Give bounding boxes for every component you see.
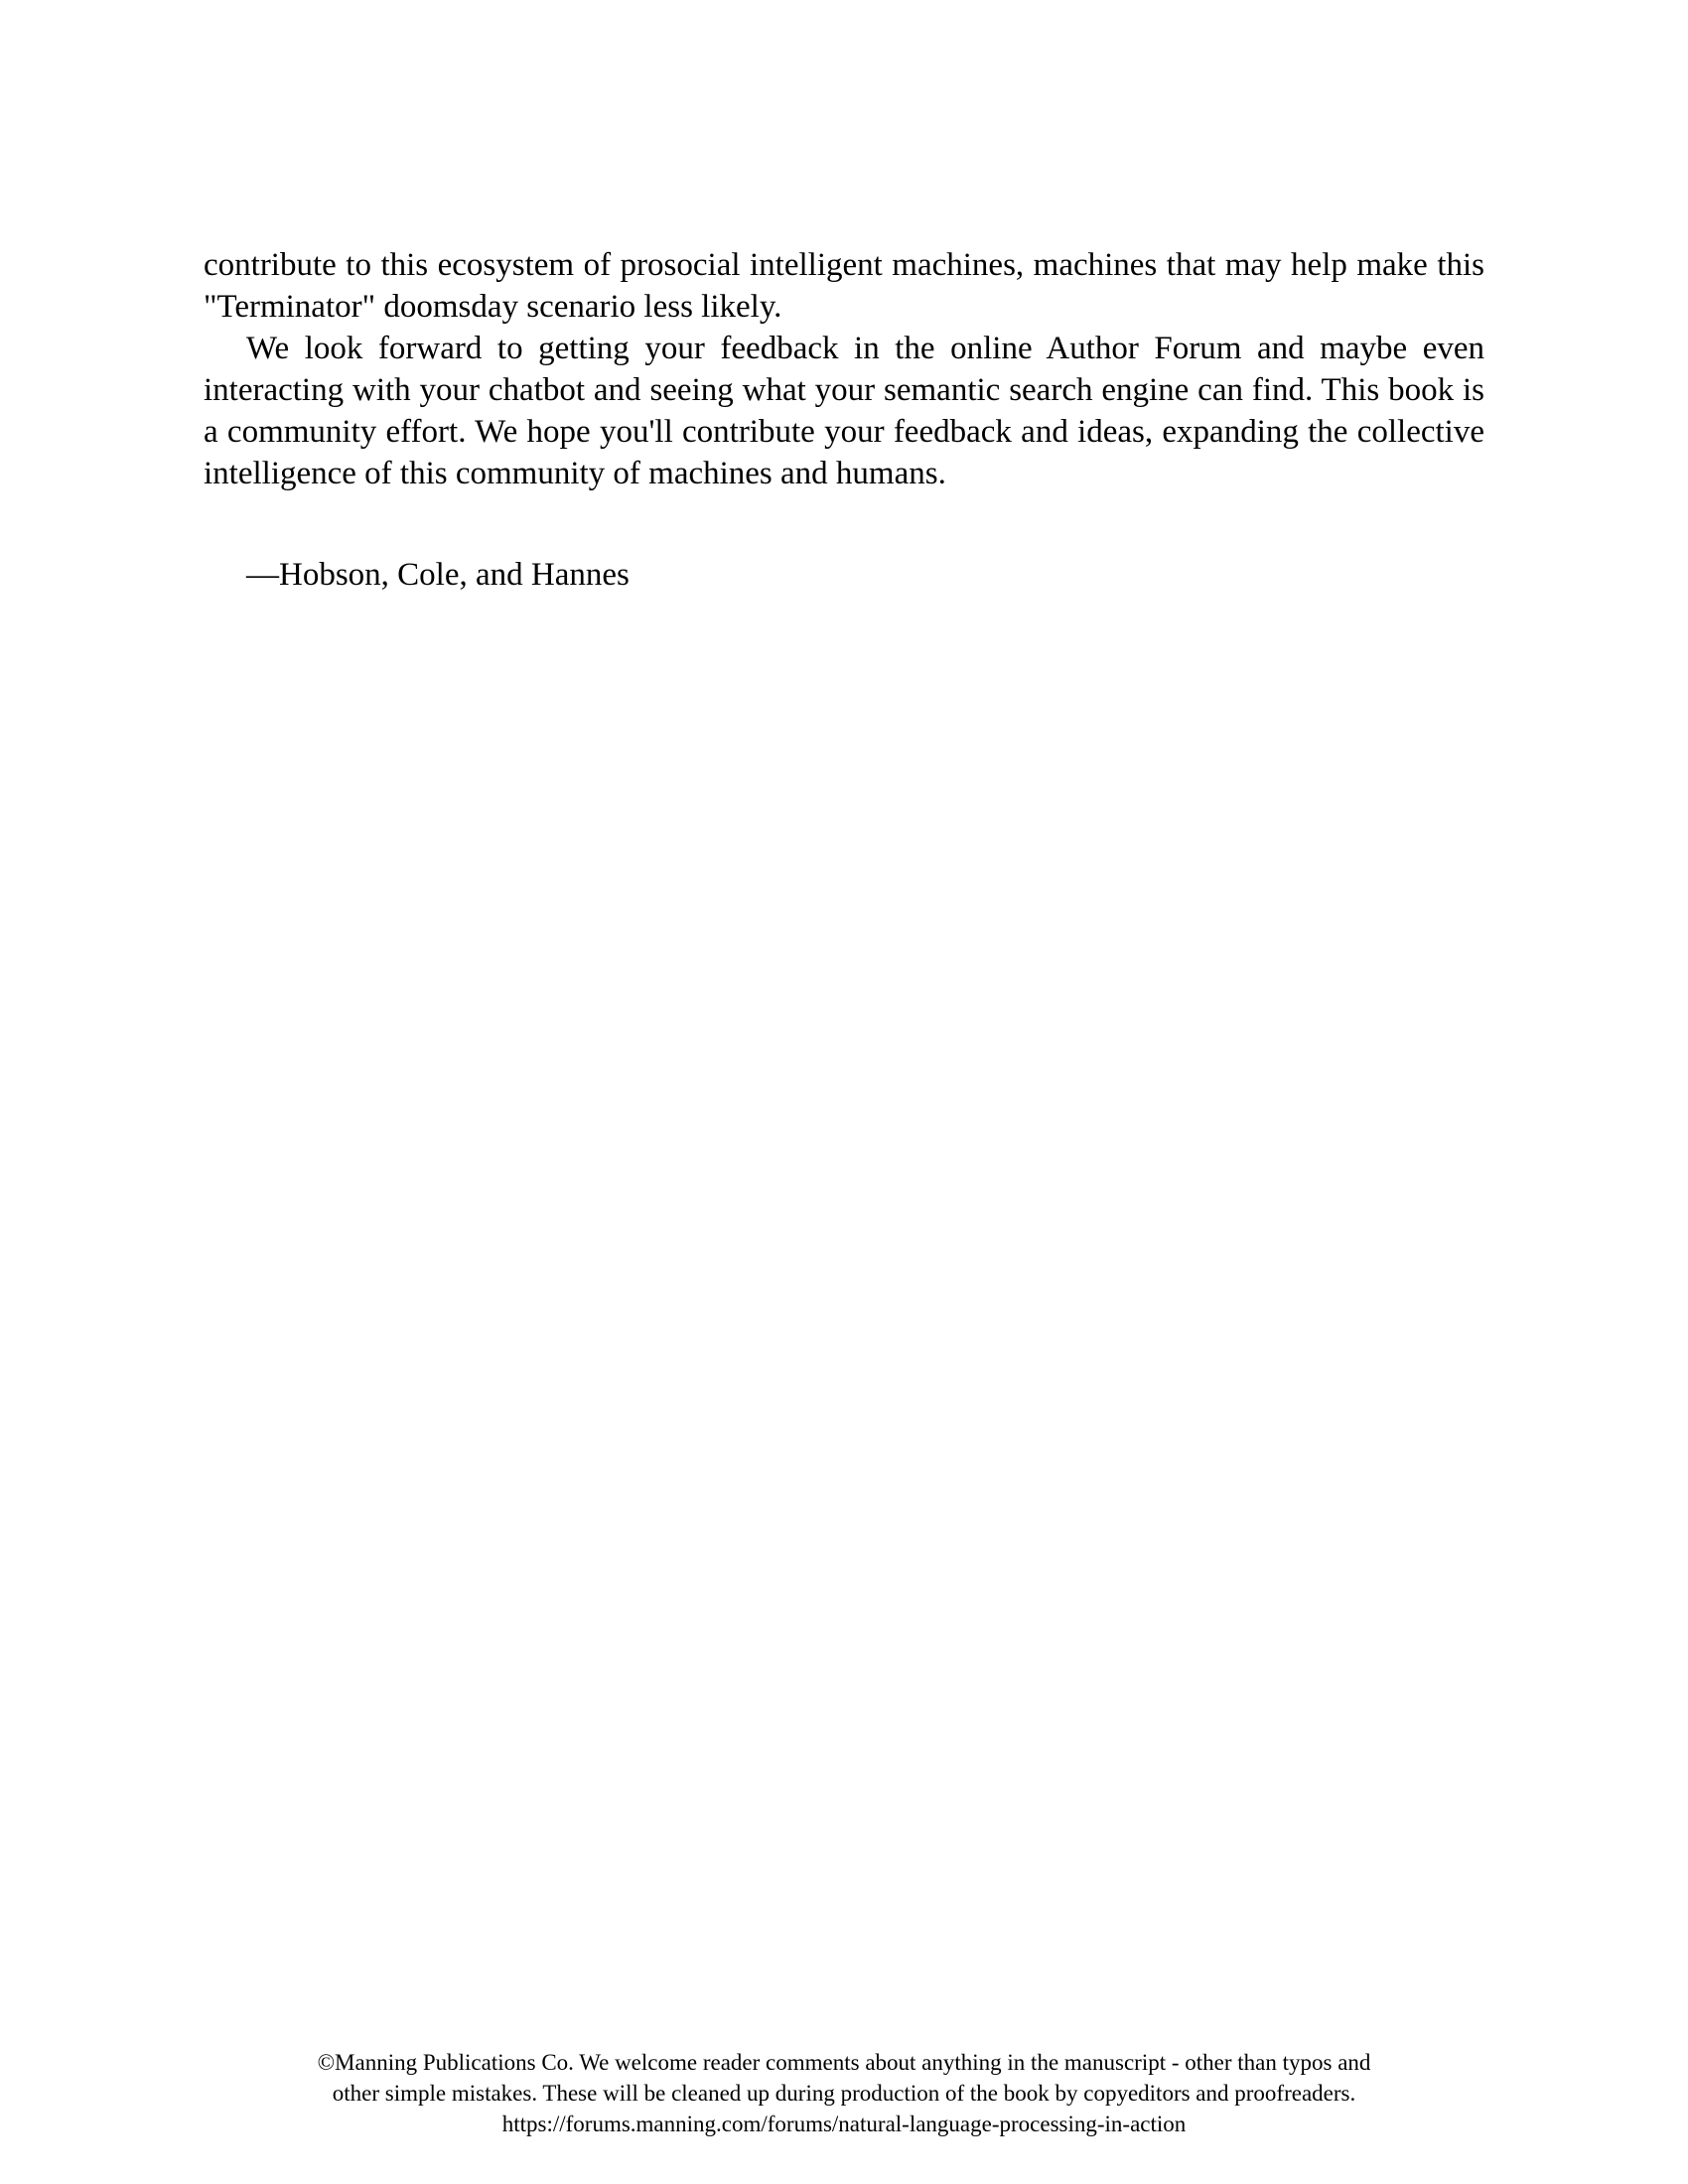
- page-body: [204, 244, 1484, 596]
- footer-copyright-line: ©Manning Publications Co. We welcome reader comments about anything in the manuscript - other than typos and: [317, 2050, 1371, 2075]
- author-signature: —Hobson, Cole, and Hannes: [246, 557, 630, 593]
- manuscript-footer: [0, 2047, 1688, 2139]
- paragraph-feedback: We look forward to getting your feedback in the online Author Forum and maybe even interacting with your chatbot and seeing what your semantic search engine can find. This book is a community effort. We hope you'll contribute your feedback and ideas, expanding the collective intelligence of this community of machines and humans.: [204, 331, 1484, 491]
- paragraph-continuation: contribute to this ecosystem of prosocial intelligent machines, machines that may help make this "Terminator" doomsday scenario less likely.: [204, 247, 1484, 325]
- footer-forum-url: https://forums.manning.com/forums/natural-language-processing-in-action: [501, 2112, 1187, 2136]
- footer-copyright-line-2: other simple mistakes. These will be cleaned up during production of the book by copyeditors and proofreaders.: [332, 2081, 1356, 2106]
